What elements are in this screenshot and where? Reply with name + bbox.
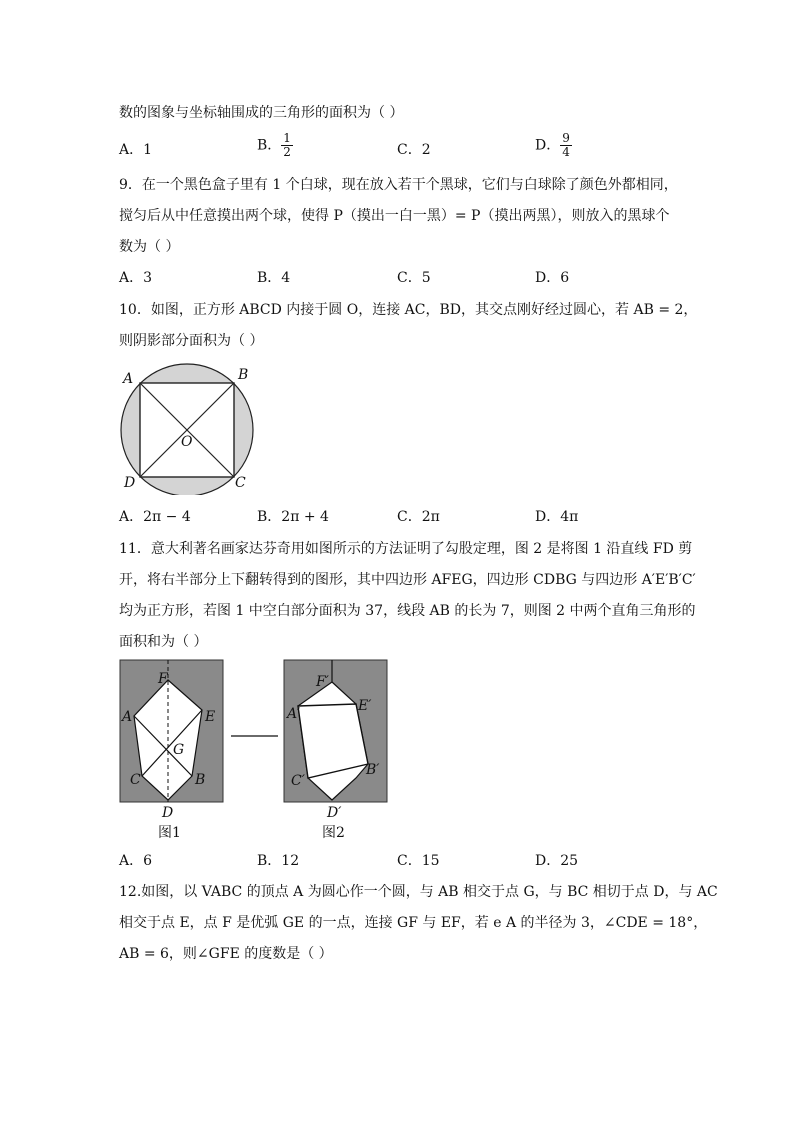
q10-option-b: B．2π + 4 [257,509,329,525]
fraction: $\frac{1}{2}$ [283,131,291,159]
q9-option-b: B．4 [257,270,291,286]
q8-text: 数的图象与坐标轴围成的三角形的面积为（ ） [119,105,404,121]
q9-option-c: C．5 [397,270,431,286]
q11-option-d: D．25 [535,853,579,869]
fig2-label-b: B′ [366,762,380,778]
q11-line-1: 11．意大利著名画家达芬奇用如图所示的方法证明了勾股定理，图 2 是将图 1 沿直线 FD 剪 [119,541,693,557]
fig1-label-c: C [130,772,141,788]
q11-option-c: C．15 [397,853,440,869]
q11-line-2: 开，将右半部分上下翻转得到的图形，其中四边形 AFEG，四边形 CDBG 与四边形 A′E′B′C′ [119,572,696,588]
q9-line-2: 搅匀后从中任意摸出两个球，使得 P（摸出一白一黑）= P（摸出两黑），则放入的黑球个 [119,208,670,224]
fig2-label-f: F′ [316,674,329,690]
fig1-label-d: D [162,805,174,820]
q9-option-a: A．3 [119,270,153,286]
q9-option-d: D．6 [535,270,570,286]
label-c: C [235,475,246,491]
caption-figure-2: 图2 [322,825,345,841]
q10-option-c: C．2π [397,509,440,525]
q10-option-a: A．2π − 4 [119,509,191,525]
q10-line-2: 则阴影部分面积为（ ） [119,333,264,349]
fig2-label-a: A′ [287,706,301,722]
caption-figure-1: 图1 [158,825,181,841]
figure-1 [120,660,223,820]
fig1-label-b: B [195,772,206,788]
label-o: O [181,434,193,450]
q12-line-3: AB = 6，则∠GFE 的度数是（ ） [119,946,333,962]
fig2-label-c: C′ [291,773,305,789]
q10-figure [115,363,265,495]
q11-line-3: 均为正方形，若图 1 中空白部分面积为 37，线段 AB 的长为 7，则图 2 中两个直角三角形的 [119,603,696,619]
q10-option-d: D．4π [535,509,579,525]
label-a: A [123,371,134,387]
q8-option-d: D． $\frac{9}{4}$ [535,131,570,159]
q9-line-3: 数为（ ） [119,239,180,255]
q11-figures [118,658,393,820]
figure-2 [284,660,387,820]
fig1-label-f: F [158,671,168,687]
q8-option-c: C．2 [397,142,431,158]
fig1-label-e: E [205,709,216,725]
fig1-label-a: A [122,709,133,725]
fraction: $\frac{9}{4}$ [562,131,570,159]
q9-line-1: 9．在一个黑色盒子里有 1 个白球，现在放入若干个黑球，它们与白球除了颜色外都相同， [119,177,678,193]
fig2-square [298,704,368,778]
q11-option-a: A．6 [119,853,153,869]
fig1-label-g: G [173,742,185,758]
q8-option-a: A．1 [119,142,153,158]
q8-option-b: B． $\frac{1}{2}$ [257,131,291,159]
q11-line-4: 面积和为（ ） [119,634,208,650]
label-d: D [124,475,136,491]
label-b: B [238,367,249,383]
fig2-label-d: D′ [327,805,342,820]
q12-line-1: 12.如图，以 VABC 的顶点 A 为圆心作一个圆，与 AB 相交于点 G，与 BC 相切于点 D，与 AC [119,884,718,900]
q10-line-1: 10．如图，正方形 ABCD 内接于圆 O，连接 AC，BD，其交点刚好经过圆心，若 AB = 2， [119,302,698,318]
q12-line-2: 相交于点 E，点 F 是优弧 GE 的一点，连接 GF 与 EF，若 e A 的半径为 3，∠CDE = 18°， [119,915,708,931]
fig2-label-e: E′ [358,698,372,714]
q11-option-b: B．12 [257,853,300,869]
